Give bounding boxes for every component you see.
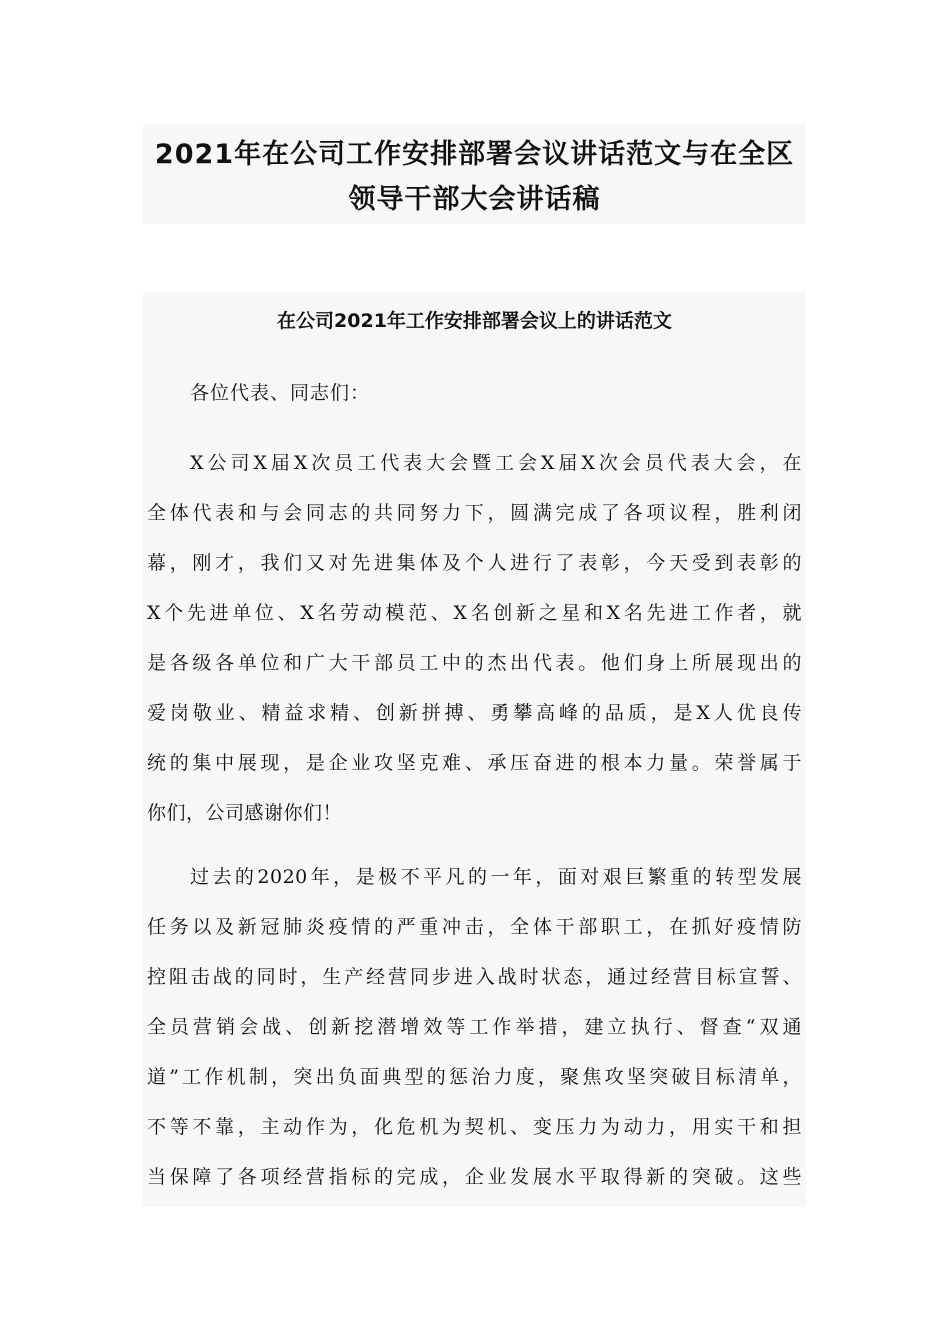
paragraph-2 xyxy=(147,862,802,1212)
paragraph-line: 爱岗敬业、精益求精、创新拼搏、勇攀高峰的品质，是X人优良传 xyxy=(147,702,802,724)
section-title: 在公司2021年工作安排部署会议上的讲话范文 xyxy=(277,310,672,332)
paragraph-line: 全体代表和与会同志的共同努力下，圆满完成了各项议程，胜利闭 xyxy=(147,502,802,524)
paragraph-line: 过去的2020年，是极不平凡的一年，面对艰巨繁重的转型发展 xyxy=(190,866,802,888)
salutation: 各位代表、同志们： xyxy=(190,382,371,404)
paragraph-line: X个先进单位、X名劳动模范、X名创新之星和X名先进工作者，就 xyxy=(147,602,802,624)
paragraph-1 xyxy=(147,448,802,848)
paragraph-line: 是各级各单位和广大干部员工中的杰出代表。他们身上所展现出的 xyxy=(147,652,802,674)
paragraph-line: 控阻击战的同时，生产经营同步进入战时状态，通过经营目标宣誓、 xyxy=(147,966,802,988)
paragraph-line: 全员营销会战、创新挖潜增效等工作举措，建立执行、督查“双通 xyxy=(147,1016,802,1038)
title-block xyxy=(143,124,806,224)
paragraph-line: X公司X届X次员工代表大会暨工会X届X次会员代表大会，在 xyxy=(190,452,802,474)
title-line-2: 领导干部大会讲话稿 xyxy=(348,184,601,215)
paragraph-line: 任务以及新冠肺炎疫情的严重冲击，全体干部职工，在抓好疫情防 xyxy=(147,916,802,938)
paragraph-line: 统的集中展现，是企业攻坚克难、承压奋进的根本力量。荣誉属于 xyxy=(147,752,802,774)
title-line-1: 2021年在公司工作安排部署会议讲话范文与在全区 xyxy=(154,139,795,170)
paragraph-line: 当保障了各项经营指标的完成，企业发展水平取得新的突破。这些 xyxy=(147,1166,802,1188)
paragraph-line: 你们，公司感谢你们！ xyxy=(147,802,343,824)
body-block xyxy=(143,292,806,1207)
paragraph-line: 不等不靠，主动作为，化危机为契机、变压力为动力，用实干和担 xyxy=(147,1116,802,1138)
paragraph-line: 幕，刚才，我们又对先进集体及个人进行了表彰，今天受到表彰的 xyxy=(147,552,802,574)
paragraph-line: 道”工作机制，突出负面典型的惩治力度，聚焦攻坚突破目标清单， xyxy=(147,1066,802,1088)
document-title xyxy=(143,124,806,222)
